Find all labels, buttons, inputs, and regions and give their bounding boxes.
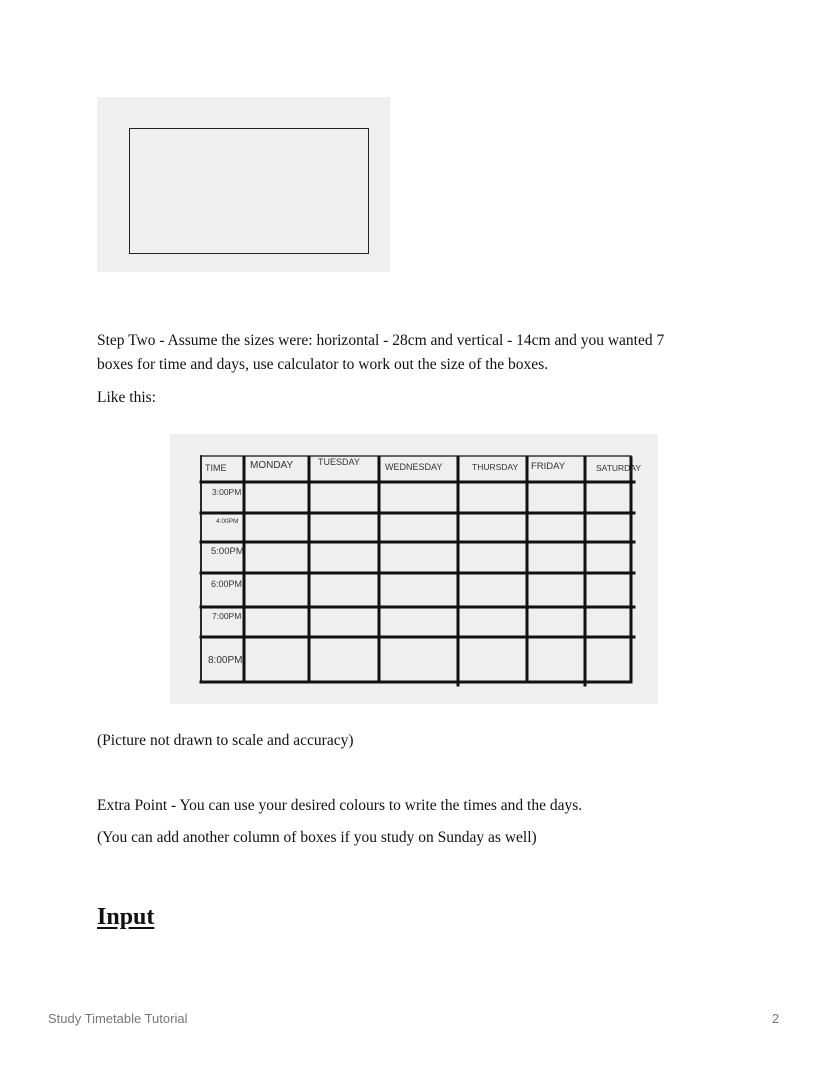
- blank-rectangle-figure: [97, 97, 390, 272]
- step-two-paragraph: [97, 329, 717, 377]
- time-label: 5:00PM: [211, 546, 244, 557]
- day-header: TUESDAY: [318, 457, 360, 467]
- drawn-rectangle: [129, 128, 369, 254]
- day-header: SATURDAY: [596, 463, 642, 473]
- day-header: WEDNESDAY: [385, 462, 443, 472]
- like-this-text: Like this:: [97, 389, 156, 406]
- time-label: 8:00PM: [208, 655, 243, 666]
- step-two-line-1: Step Two - Assume the sizes were: horizontal - 28cm and vertical - 14cm and you wanted 7: [97, 332, 665, 349]
- timetable-grid: [170, 434, 658, 704]
- time-label: 6:00PM: [211, 579, 243, 589]
- day-header: THURSDAY: [472, 462, 519, 472]
- extra-point-text: Extra Point - You can use your desired colours to write the times and the days.: [97, 797, 583, 814]
- footer-title: Study Timetable Tutorial: [48, 1011, 188, 1026]
- day-header: MONDAY: [250, 460, 294, 471]
- caption-text: (Picture not drawn to scale and accuracy): [97, 732, 354, 749]
- step-two-line-2: boxes for time and days, use calculator to work out the size of the boxes.: [97, 356, 549, 373]
- sunday-note-text: (You can add another column of boxes if you study on Sunday as well): [97, 829, 537, 846]
- time-header: TIME: [205, 463, 227, 473]
- time-label: 3:00PM: [212, 487, 242, 497]
- page-number: 2: [772, 1011, 780, 1026]
- day-header: FRIDAY: [531, 461, 566, 472]
- time-label: 7:00PM: [212, 611, 242, 621]
- input-heading: Input: [97, 904, 155, 930]
- timetable-figure: [170, 434, 658, 704]
- time-label: 4:00PM: [216, 518, 239, 525]
